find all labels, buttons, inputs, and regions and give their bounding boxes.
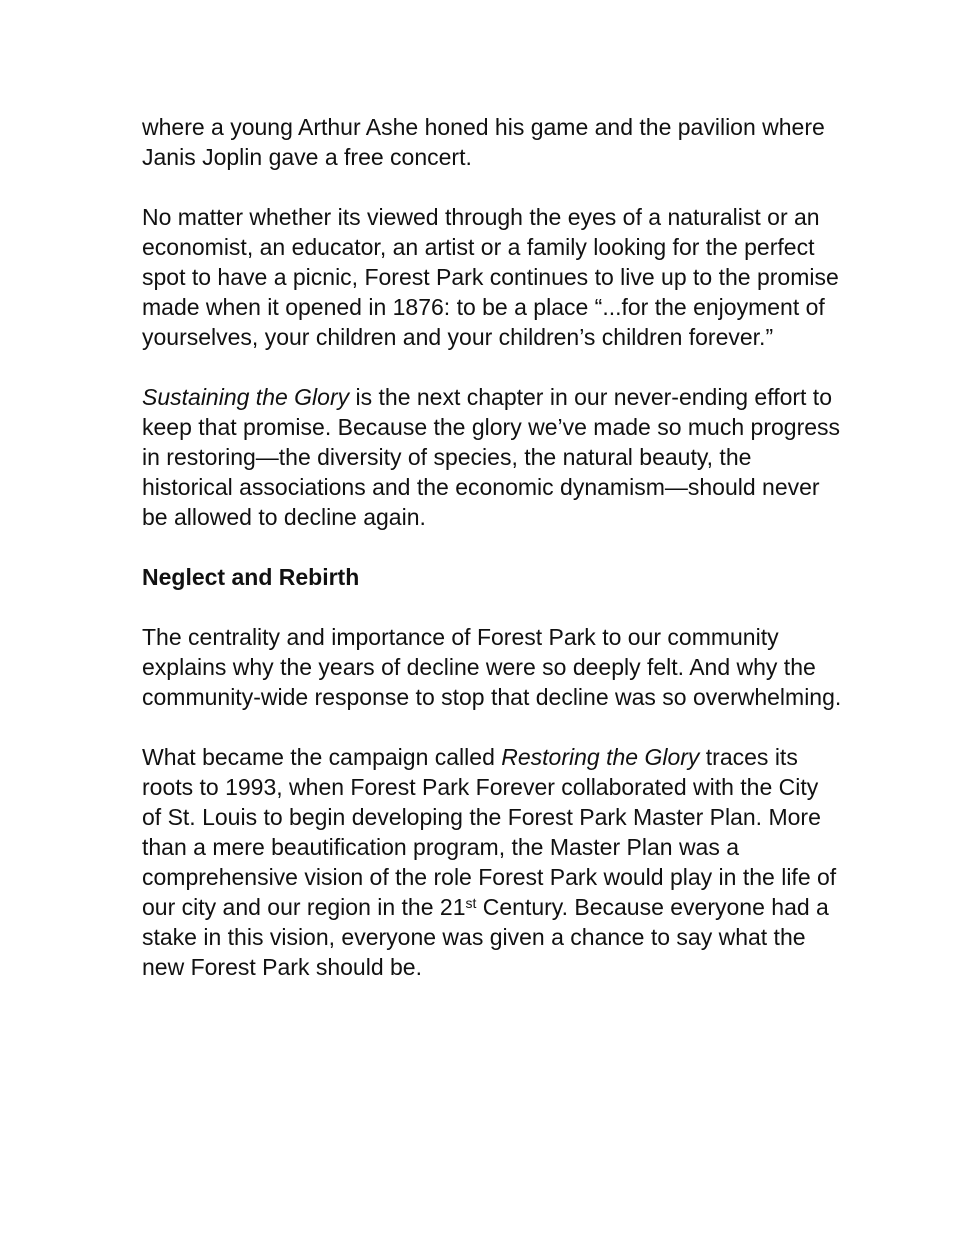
campaign-text-end: Century. Because everyone had a stake in this vision, everyone was given a chance to say what the new Forest Park should be.: [142, 894, 829, 980]
paragraph-campaign: [142, 742, 842, 982]
paragraph-centrality: The centrality and importance of Forest Park to our community explains why the years of decline were so deeply felt. And why the community-wide response to stop that decline was so overwhelming.: [142, 624, 842, 710]
sustaining-title: Sustaining the Glory: [142, 384, 350, 410]
section-heading: Neglect and Rebirth: [142, 564, 360, 590]
ordinal-suffix: st: [465, 895, 477, 911]
paragraph-promise: No matter whether its viewed through the eyes of a naturalist or an economist, an educator, an artist or a family looking for the perfect spot to have a picnic, Forest Park continues to live up to the promise made when it opened in 1876: to be a place “...for the enjoyment of yourselves, your children and your children’s children forever.”: [142, 204, 839, 350]
sustaining-text: is the next chapter in our never-ending effort to keep that promise. Because the glory we’ve made so much progress in restoring—the diversity of species, the natural beauty, the historical associations and the economic dynamism—should never be allowed to decline again.: [142, 384, 841, 530]
document-page: [142, 112, 842, 1012]
campaign-text-middle: traces its roots to 1993, when Forest Park Forever collaborated with the City of St. Louis to begin developing the Forest Park Master Plan. More than a mere beautification program, the Master Plan was a comprehensive vision of the role Forest Park would play in the life of our city and our region in the 21: [142, 744, 837, 920]
paragraph-sustaining: [142, 382, 842, 532]
campaign-text-start: What became the campaign called: [142, 744, 502, 770]
paragraph-tennis-pavilion: where a young Arthur Ashe honed his game and the pavilion where Janis Joplin gave a free concert.: [142, 114, 825, 170]
campaign-title: Restoring the Glory: [501, 744, 700, 770]
